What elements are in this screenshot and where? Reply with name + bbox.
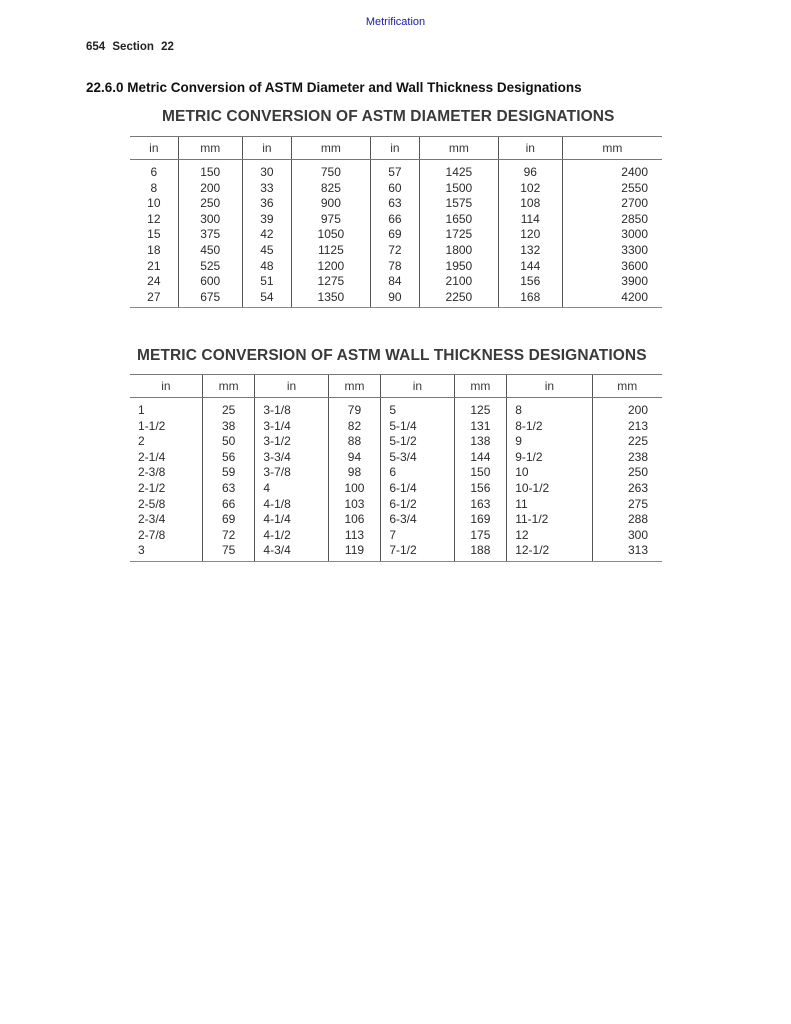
table-cell-mm: 38 xyxy=(202,419,255,435)
table-cell-mm: 98 xyxy=(328,465,381,481)
table-cell-in: 4-3/4 xyxy=(255,543,328,561)
table-cell-in: 36 xyxy=(242,196,291,212)
table-cell-mm: 1350 xyxy=(292,290,371,308)
table-row xyxy=(130,419,662,435)
table-cell-in: 9-1/2 xyxy=(507,450,592,466)
table-cell-in: 51 xyxy=(242,274,291,290)
table-row xyxy=(130,212,662,228)
table-cell-mm: 300 xyxy=(592,528,662,544)
table-cell-in: 54 xyxy=(242,290,291,308)
table-row xyxy=(130,227,662,243)
table-cell-in: 2-3/4 xyxy=(138,512,166,527)
table-row xyxy=(130,243,662,259)
table-cell-mm: 225 xyxy=(592,434,662,450)
table-cell-mm: 1275 xyxy=(292,274,371,290)
table-row xyxy=(130,259,662,275)
table-cell-in: 6 xyxy=(381,465,454,481)
table-cell-mm: 600 xyxy=(178,274,242,290)
table-cell-mm: 1725 xyxy=(420,227,499,243)
running-head-link[interactable]: Metrification xyxy=(365,16,426,28)
table-cell-mm: 525 xyxy=(178,259,242,275)
table-cell-in: 12 xyxy=(507,528,592,544)
column-header-in: in xyxy=(370,137,419,160)
table-cell-mm: 450 xyxy=(178,243,242,259)
table-cell-mm: 250 xyxy=(592,465,662,481)
table-cell-in: 3-1/2 xyxy=(255,434,328,450)
table-cell-mm: 169 xyxy=(454,512,507,528)
table-cell-mm: 1050 xyxy=(292,227,371,243)
table-cell-mm: 3600 xyxy=(562,259,662,275)
table-cell-in: 3-7/8 xyxy=(255,465,328,481)
table-cell-mm: 88 xyxy=(328,434,381,450)
table-cell-mm: 1125 xyxy=(292,243,371,259)
table-cell-in: 69 xyxy=(370,227,419,243)
table-cell-in: 2-3/8 xyxy=(138,465,166,480)
table-cell-in: 4-1/8 xyxy=(255,497,328,513)
table-cell-in: 1 xyxy=(138,403,145,417)
table-cell-mm: 2850 xyxy=(562,212,662,228)
table-cell-in: 5-1/2 xyxy=(381,434,454,450)
table-cell-in: 39 xyxy=(242,212,291,228)
table-cell-mm: 313 xyxy=(592,543,662,561)
column-header-mm: mm xyxy=(562,137,662,160)
column-header-in: in xyxy=(130,137,178,160)
wall-thickness-table-title: METRIC CONVERSION OF ASTM WALL THICKNESS DESIGNATIONS xyxy=(137,347,647,364)
table-cell-in: 132 xyxy=(498,243,562,259)
table-cell-in: 2-1/4 xyxy=(138,449,166,464)
table-cell-mm: 150 xyxy=(454,465,507,481)
table-cell-mm: 2100 xyxy=(420,274,499,290)
table-cell-mm: 3000 xyxy=(562,227,662,243)
table-cell-mm: 1500 xyxy=(420,181,499,197)
table-cell-mm: 79 xyxy=(328,398,381,419)
table-cell-in: 96 xyxy=(498,160,562,181)
column-header-mm: mm xyxy=(292,137,371,160)
column-header-mm: mm xyxy=(420,137,499,160)
table-cell-in: 144 xyxy=(498,259,562,275)
table-cell-mm: 200 xyxy=(178,181,242,197)
table-cell-mm: 1950 xyxy=(420,259,499,275)
table-cell-mm: 75 xyxy=(202,543,255,561)
table-row xyxy=(130,450,662,466)
column-header-mm: mm xyxy=(328,375,381,398)
column-header-in: in xyxy=(381,375,454,398)
table-row xyxy=(130,290,662,308)
table-cell-in: 12 xyxy=(147,211,161,226)
table-cell-in: 7 xyxy=(381,528,454,544)
column-header-in: in xyxy=(498,137,562,160)
wall-thickness-table xyxy=(130,374,662,562)
table-cell-in: 2 xyxy=(138,434,145,449)
diameter-table xyxy=(130,136,662,308)
table-cell-in: 3-1/4 xyxy=(255,419,328,435)
table-cell-in: 2-7/8 xyxy=(138,527,166,542)
table-cell-in: 63 xyxy=(370,196,419,212)
table-cell-in: 3-1/8 xyxy=(255,398,328,419)
table-cell-mm: 25 xyxy=(202,398,255,419)
table-cell-in: 6-1/2 xyxy=(381,497,454,513)
table-cell-in: 1-1/2 xyxy=(138,418,166,433)
table-cell-mm: 156 xyxy=(454,481,507,497)
table-cell-in: 8 xyxy=(507,398,592,419)
table-cell-mm: 263 xyxy=(592,481,662,497)
table-cell-mm: 175 xyxy=(454,528,507,544)
column-header-in: in xyxy=(507,375,592,398)
table-cell-mm: 675 xyxy=(178,290,242,308)
table-cell-mm: 2400 xyxy=(562,160,662,181)
table-row xyxy=(130,434,662,450)
diameter-table-title: METRIC CONVERSION OF ASTM DIAMETER DESIGNATIONS xyxy=(162,108,615,125)
table-cell-mm: 131 xyxy=(454,419,507,435)
table-cell-mm: 1650 xyxy=(420,212,499,228)
table-cell-mm: 3900 xyxy=(562,274,662,290)
table-cell-mm: 2250 xyxy=(420,290,499,308)
table-row xyxy=(130,160,662,181)
table-cell-mm: 288 xyxy=(592,512,662,528)
table-cell-in: 78 xyxy=(370,259,419,275)
table-cell-in: 84 xyxy=(370,274,419,290)
table-cell-in: 60 xyxy=(370,181,419,197)
table-cell-mm: 200 xyxy=(592,398,662,419)
table-cell-in: 48 xyxy=(242,259,291,275)
table-cell-mm: 150 xyxy=(178,160,242,181)
table-cell-mm: 238 xyxy=(592,450,662,466)
table-cell-mm: 375 xyxy=(178,227,242,243)
table-cell-in: 21 xyxy=(147,258,161,273)
table-cell-in: 66 xyxy=(370,212,419,228)
table-cell-mm: 82 xyxy=(328,419,381,435)
table-cell-in: 72 xyxy=(370,243,419,259)
table-cell-mm: 975 xyxy=(292,212,371,228)
table-cell-in: 2-1/2 xyxy=(138,480,166,495)
table-cell-in: 9 xyxy=(507,434,592,450)
table-cell-in: 90 xyxy=(370,290,419,308)
table-row xyxy=(130,465,662,481)
table-cell-in: 18 xyxy=(147,242,161,257)
table-cell-in: 2-5/8 xyxy=(138,496,166,511)
table-cell-in: 15 xyxy=(147,227,161,242)
table-cell-mm: 163 xyxy=(454,497,507,513)
table-cell-mm: 825 xyxy=(292,181,371,197)
table-header-row xyxy=(130,137,662,160)
table-header-row xyxy=(130,375,662,398)
table-cell-mm: 144 xyxy=(454,450,507,466)
table-cell-in: 10 xyxy=(147,196,161,211)
table-cell-in: 3-3/4 xyxy=(255,450,328,466)
table-cell-in: 7-1/2 xyxy=(381,543,454,561)
column-header-mm: mm xyxy=(454,375,507,398)
table-cell-mm: 1575 xyxy=(420,196,499,212)
section-heading: 22.6.0 Metric Conversion of ASTM Diameter and Wall Thickness Designations xyxy=(86,80,582,95)
table-cell-in: 5-1/4 xyxy=(381,419,454,435)
table-cell-mm: 94 xyxy=(328,450,381,466)
table-cell-in: 102 xyxy=(498,181,562,197)
table-cell-mm: 100 xyxy=(328,481,381,497)
table-cell-mm: 275 xyxy=(592,497,662,513)
table-cell-mm: 50 xyxy=(202,434,255,450)
table-cell-in: 27 xyxy=(130,290,178,308)
table-cell-in: 4-1/4 xyxy=(255,512,328,528)
table-cell-in: 5-3/4 xyxy=(381,450,454,466)
page-number-section: 654 Section 22 xyxy=(86,41,174,53)
table-row xyxy=(130,181,662,197)
table-cell-mm: 1425 xyxy=(420,160,499,181)
table-cell-mm: 63 xyxy=(202,481,255,497)
table-cell-in: 168 xyxy=(498,290,562,308)
table-cell-mm: 750 xyxy=(292,160,371,181)
table-cell-in: 4 xyxy=(255,481,328,497)
table-cell-in: 42 xyxy=(242,227,291,243)
table-cell-mm: 900 xyxy=(292,196,371,212)
table-cell-in: 24 xyxy=(147,274,161,289)
table-cell-in: 5 xyxy=(381,398,454,419)
table-cell-in: 45 xyxy=(242,243,291,259)
table-row xyxy=(130,512,662,528)
table-cell-in: 3 xyxy=(130,543,202,561)
table-cell-mm: 213 xyxy=(592,419,662,435)
table-cell-in: 33 xyxy=(242,181,291,197)
table-row xyxy=(130,497,662,513)
table-cell-in: 120 xyxy=(498,227,562,243)
table-cell-mm: 125 xyxy=(454,398,507,419)
table-cell-in: 30 xyxy=(242,160,291,181)
column-header-mm: mm xyxy=(202,375,255,398)
table-cell-mm: 59 xyxy=(202,465,255,481)
table-cell-in: 57 xyxy=(370,160,419,181)
table-cell-mm: 72 xyxy=(202,528,255,544)
table-row xyxy=(130,274,662,290)
table-cell-in: 8 xyxy=(150,180,158,195)
column-header-in: in xyxy=(255,375,328,398)
table-cell-mm: 300 xyxy=(178,212,242,228)
table-cell-mm: 106 xyxy=(328,512,381,528)
table-cell-mm: 250 xyxy=(178,196,242,212)
table-cell-mm: 1200 xyxy=(292,259,371,275)
table-cell-mm: 66 xyxy=(202,497,255,513)
table-cell-in: 6-3/4 xyxy=(381,512,454,528)
table-cell-mm: 56 xyxy=(202,450,255,466)
table-cell-mm: 69 xyxy=(202,512,255,528)
table-cell-mm: 113 xyxy=(328,528,381,544)
table-row xyxy=(130,543,662,561)
column-header-mm: mm xyxy=(592,375,662,398)
table-cell-in: 8-1/2 xyxy=(507,419,592,435)
table-cell-mm: 103 xyxy=(328,497,381,513)
table-cell-mm: 138 xyxy=(454,434,507,450)
table-cell-in: 6-1/4 xyxy=(381,481,454,497)
table-cell-in: 12-1/2 xyxy=(507,543,592,561)
table-cell-mm: 1800 xyxy=(420,243,499,259)
table-cell-mm: 3300 xyxy=(562,243,662,259)
table-cell-in: 114 xyxy=(498,212,562,228)
table-cell-in: 108 xyxy=(498,196,562,212)
table-cell-in: 11-1/2 xyxy=(507,512,592,528)
column-header-in: in xyxy=(242,137,291,160)
table-cell-in: 156 xyxy=(498,274,562,290)
table-cell-in: 10 xyxy=(507,465,592,481)
table-cell-in: 4-1/2 xyxy=(255,528,328,544)
table-cell-mm: 4200 xyxy=(562,290,662,308)
table-row xyxy=(130,528,662,544)
table-cell-in: 11 xyxy=(507,497,592,513)
column-header-mm: mm xyxy=(178,137,242,160)
table-cell-mm: 119 xyxy=(328,543,381,561)
table-cell-mm: 188 xyxy=(454,543,507,561)
table-cell-mm: 2550 xyxy=(562,181,662,197)
table-row xyxy=(130,196,662,212)
table-cell-mm: 2700 xyxy=(562,196,662,212)
table-row xyxy=(130,481,662,497)
table-cell-in: 10-1/2 xyxy=(507,481,592,497)
column-header-in: in xyxy=(130,375,202,398)
table-row xyxy=(130,398,662,419)
table-cell-in: 6 xyxy=(150,165,158,179)
